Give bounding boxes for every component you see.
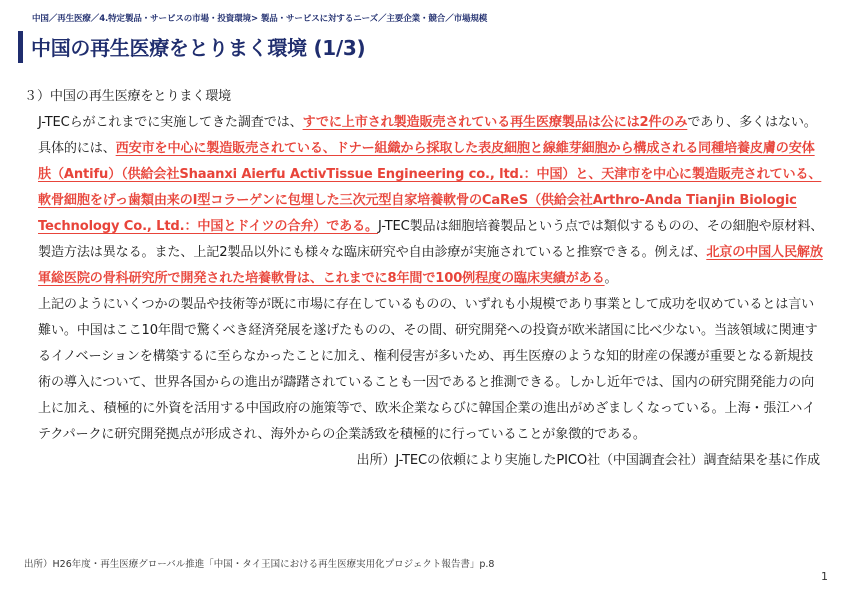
- paragraph-1-text-4: 。: [604, 271, 618, 286]
- body-text: [24, 84, 824, 474]
- paragraph-2: 上記のようにいくつかの製品や技術等が既に市場に存在しているものの、いずれも小規模であり事業として成功を収めているとは言い難い。中国はここ10年間で驚くべき経済発展を遂げたものの、その間、研究開発への投資が欧米諸国に比べ少ない。当該領域に関連するイノベーションを構築するに至らなかったことに加え、権利侵害が多いため、再生医療のような知的財産の保護が重要となる新規技術の導入について、世界各国からの進出が躊躇されていることも一因であると推測できる。しかし近年では、国内の研究開発能力の向上に加え、積極的に外資を活用する中国政府の施策等で、欧米企業ならびに韓国企業の進出がめざましくなっている。上海・張江ハイテクパークに研究開発拠点が形成され、海外からの企業誘致を積極的に行っていることが象徴的である。: [38, 297, 818, 442]
- footer-source: 出所）H26年度・再生医療グローバル推進「中国・タイ王国における再生医療実用化プロジェクト報告書」p.8: [24, 559, 495, 570]
- title-accent-bar: [18, 31, 23, 63]
- paragraph-1-text-2: であり、多くはない。具体的には、: [38, 115, 817, 156]
- breadcrumb: 中国／再生医療／4.特定製品・サービスの市場・投資環境> 製品・サービスに対するニーズ／主要企業・競合／市場規模: [32, 14, 488, 24]
- paragraph-1-text-1: J-TECらがこれまでに実施してきた調査では、: [38, 115, 303, 130]
- highlight-2: 西安市を中心に製造販売されている、ドナー組織から採取した表皮細胞と線維芽細胞から構成される同種培養皮膚の安体肤（Antifu）（供給会社Shaanxi Aierfu ActivTissue Engineering co., ltd.：中国）と、天津市を中心に製造販売されている、軟骨細胞をげっ歯類由来のI型コラーゲンに包埋した三次元型自家培養軟骨のCaReS（供給会社Arthro-Anda Tianjin Biologic Technology Co., Ltd.：中国とドイツの合弁）である。: [38, 141, 822, 234]
- section-heading: ３）中国の再生医療をとりまく環境: [24, 89, 232, 104]
- page-number: 1: [821, 570, 828, 583]
- highlight-3: 北京の中国人民解放軍総医院の骨科研究所で開発された培養軟骨は、これまでに8年間で100例程度の臨床実績がある: [38, 245, 823, 286]
- highlight-1: すでに上市され製造販売されている再生医療製品は公には2件のみ: [302, 115, 688, 130]
- body-source-note: 出所）J-TECの依頼により実施したPICO社（中国調査会社）調査結果を基に作成: [356, 453, 820, 468]
- page-title: 中国の再生医療をとりまく環境 (1/3): [31, 36, 366, 60]
- paragraph-1: [24, 110, 824, 292]
- paragraph-1-text-3: J-TEC製品は細胞培養製品という点では類似するものの、その細胞や原材料、製造方法は異なる。また、上記2製品以外にも様々な臨床研究や自由診療が実施されていると推察できる。例えば、: [38, 219, 824, 260]
